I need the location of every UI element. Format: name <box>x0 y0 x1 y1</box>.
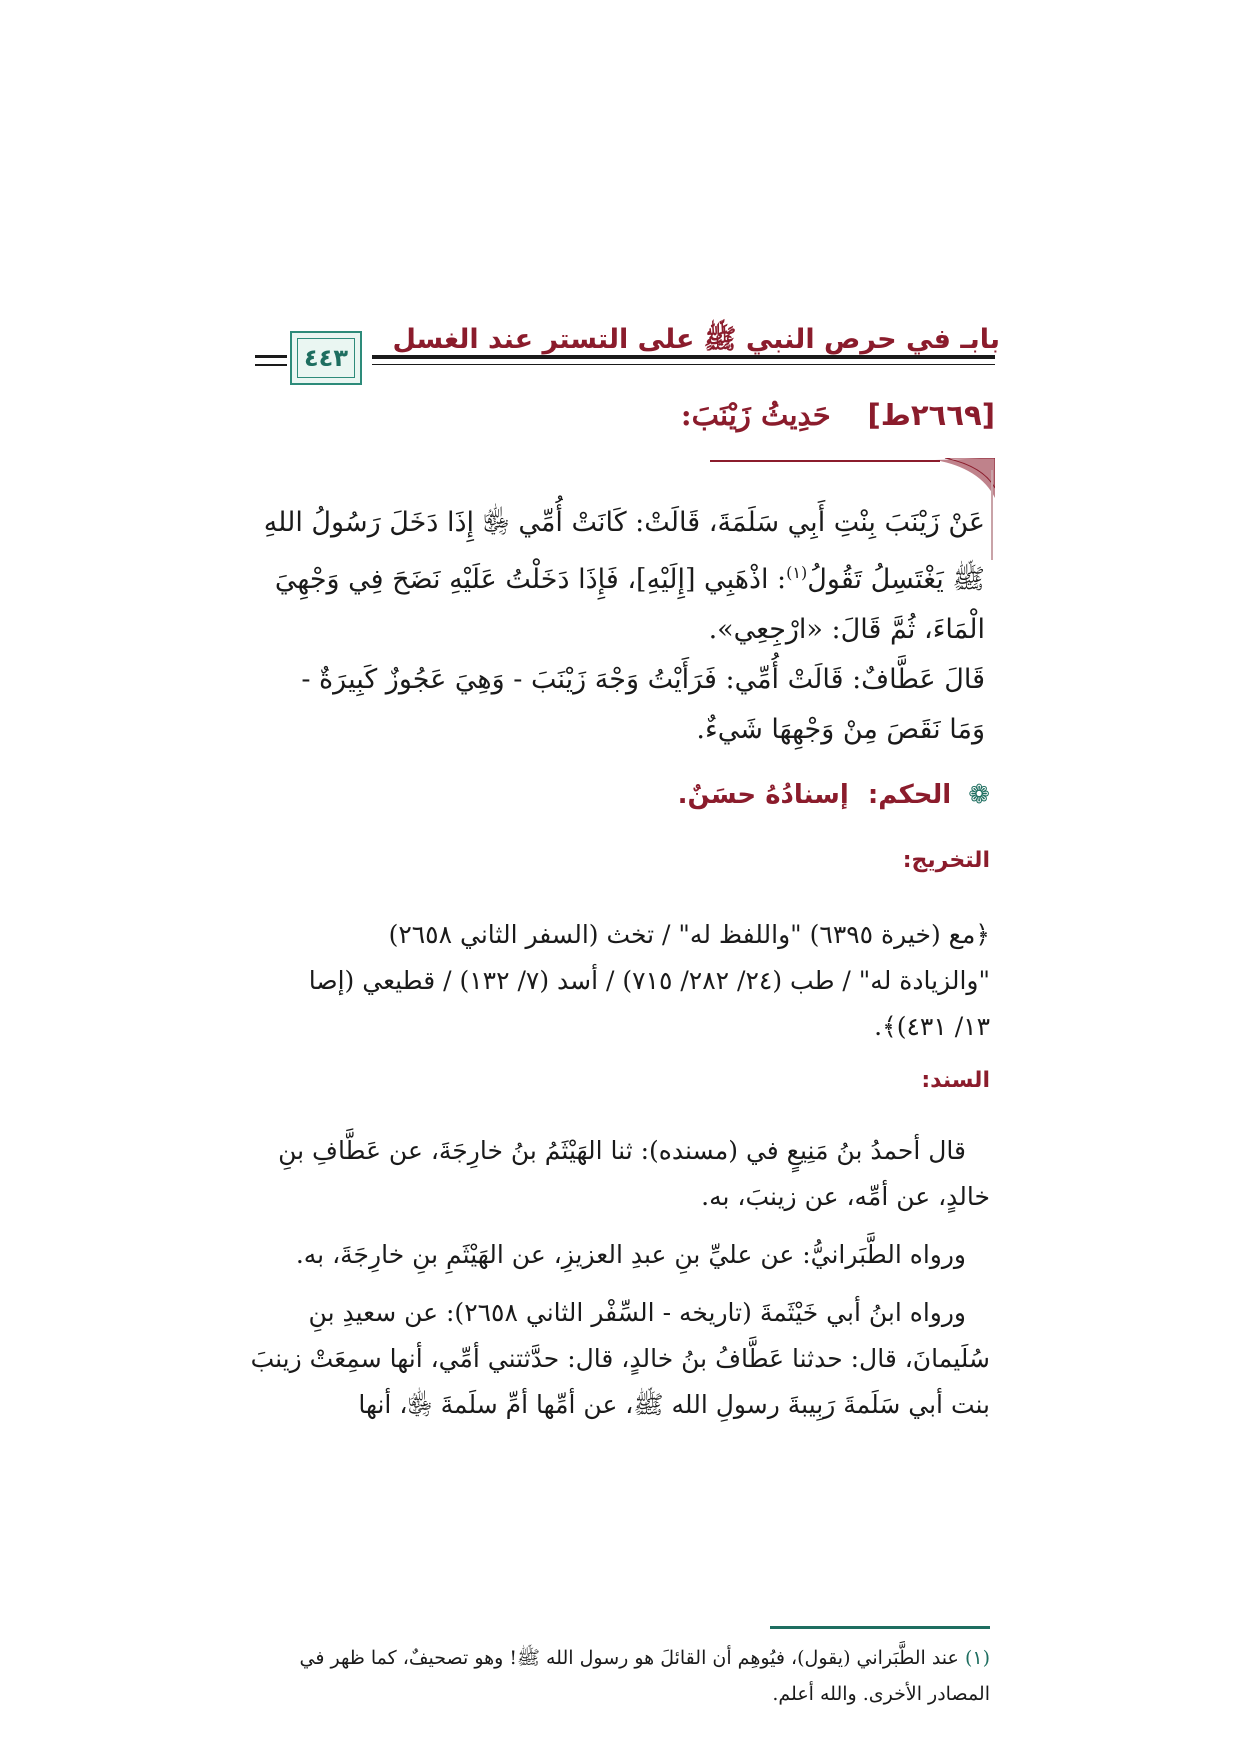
hadith-line: قَالَ عَطَّافٌ: قَالَتْ أُمِّي: فَرَأَيْتُ وَجْهَ زَيْنَبَ - وَهِيَ عَجُوزٌ كَبِيرَةٌ - <box>301 664 985 695</box>
hadith-text <box>255 498 985 755</box>
verdict-value: إسنادُهُ حسَنٌ. <box>677 780 849 810</box>
footnote-number: (١) <box>964 1647 990 1669</box>
running-title: بابـ في حرص النبي ﷺ على التستر عند الغسل <box>392 324 1000 355</box>
hadith-line-part: : اذْهَبِي [إِلَيْهِ]، فَإِذَا دَخَلْتُ عَلَيْهِ نَضَحَ فِي وَجْهِيَ <box>274 564 787 595</box>
footnote <box>250 1640 990 1712</box>
hadith-title-rule <box>710 460 940 462</box>
takhrij-line: ﴿مع (خيرة ٦٣٩٥) "واللفظ له" / تخث (السفر الثاني ٢٦٥٨) <box>388 920 990 949</box>
sanad-label: السند: <box>921 1068 990 1093</box>
header-rule-thin <box>372 364 995 365</box>
sanad-text <box>250 1128 990 1428</box>
verdict <box>678 780 990 810</box>
sanad-paragraph: قال أحمدُ بنُ مَنِيعٍ في (مسنده): ثنا الهَيْثَمُ بنُ خارِجَةَ، عن عَطَّافِ بنِ خالدٍ، عن أمِّه، عن زينبَ، به. <box>278 1136 990 1211</box>
takhrij-line: "والزيادة له" / طب (٢٤/ ٢٨٢/ ٧١٥) / أسد (٧/ ١٣٢) / قطيعي (إصا <box>308 966 990 995</box>
takhrij-line: ١٣/ ٤٣١)﴾. <box>874 1012 990 1041</box>
hadith-heading <box>681 398 995 432</box>
hadith-side-rule <box>991 470 993 560</box>
header-rule-left <box>255 355 287 358</box>
flower-ornament-icon: ❁ <box>968 780 990 810</box>
footnote-ref[interactable]: (١) <box>786 563 808 582</box>
hadith-line <box>255 548 985 605</box>
hadith-line-part: ﷺ يَغْتَسِلُ تَقُولُ <box>807 564 985 595</box>
page-number-badge <box>290 331 362 385</box>
footnote-text: عند الطَّبَراني (يقول)، فيُوهِم أن القائلَ هو رسول الله ﷺ! وهو تصحيفٌ، كما ظهر في المصادر الأخرى. والله أعلم. <box>299 1647 990 1705</box>
footnote-rule <box>770 1626 990 1629</box>
hadith-line: الْمَاءَ، ثُمَّ قَالَ: «ارْجِعِي». <box>708 614 985 645</box>
sanad-paragraph: ورواه الطَّبَرانيُّ: عن عليِّ بنِ عبدِ العزيزِ، عن الهَيْثَمِ بنِ خارِجَةَ، به. <box>295 1240 966 1269</box>
takhrij-text <box>250 912 990 1050</box>
page-number: ٤٤٣ <box>304 344 348 372</box>
header-rule <box>372 355 995 359</box>
hadith-line: عَنْ زَيْنَبَ بِنْتِ أَبِي سَلَمَةَ، قَالَتْ: كَانَتْ أُمِّي ﵂ إِذَا دَخَلَ رَسُولُ اللهِ <box>263 507 985 538</box>
hadith-line: وَمَا نَقَصَ مِنْ وَجْهِهَا شَيءٌ. <box>696 714 985 745</box>
header-rule-left-thin <box>255 364 287 366</box>
takhrij-label: التخريج: <box>902 848 990 873</box>
sanad-paragraph: ورواه ابنُ أبي خَيْثَمةَ (تاريخه - السِّفْر الثاني ٢٦٥٨): عن سعيدِ بنِ سُلَيمانَ، قال: حدثنا عَطَّافُ بنُ خالدٍ، قال: حدَّثتني أمِّي، أنها سمِعَتْ زينبَ بنت أبي سَلَمةَ رَبِيبةَ رسولِ الله ﷺ، عن أمِّها أمِّ سلَمةَ ﵂، أنها <box>250 1298 990 1419</box>
hadith-number: [٢٦٦٩ط] <box>867 398 995 432</box>
verdict-label: الحكم: <box>867 780 952 810</box>
hadith-title: حَدِيثُ زَيْنَبَ: <box>680 398 831 432</box>
corner-ornament-icon <box>935 458 995 498</box>
